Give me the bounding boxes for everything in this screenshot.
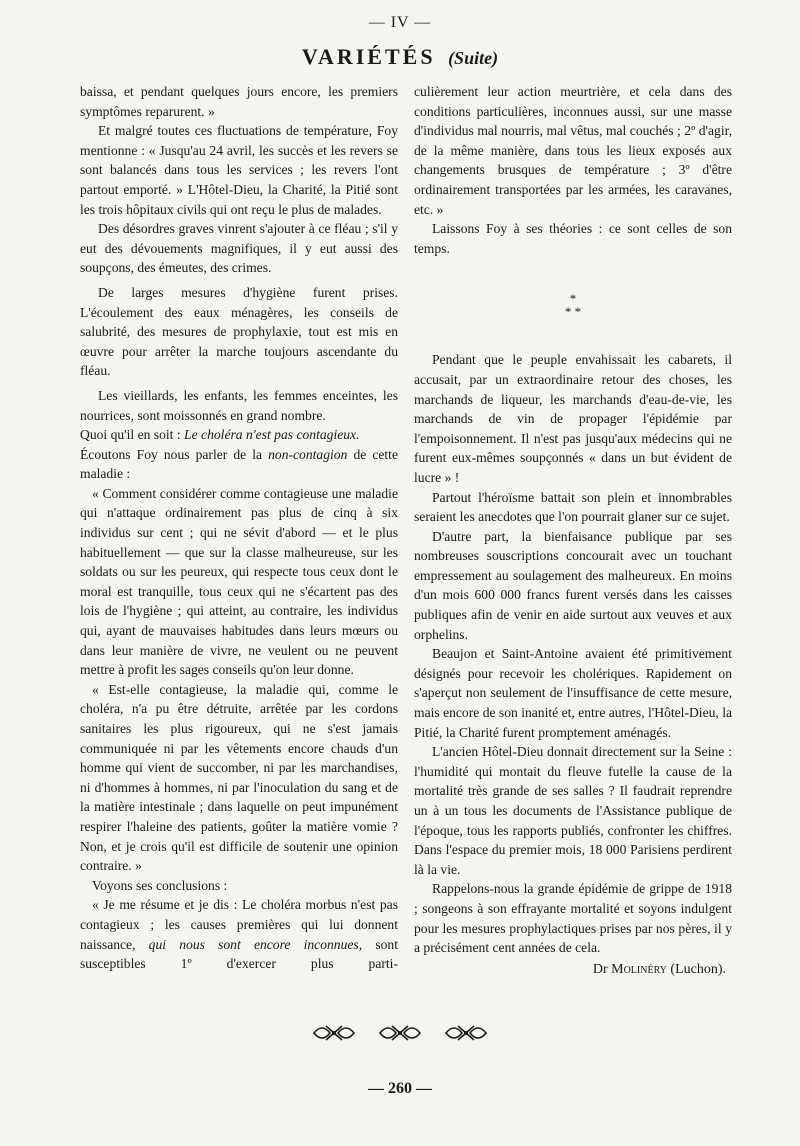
text-span: Écoutons Foy nous parler de la	[80, 446, 263, 462]
asterism-divider	[414, 292, 732, 318]
quote-paragraph	[80, 895, 398, 973]
quote-paragraph: « Est-elle contagieuse, la maladie qui, comme le choléra, n'a pu être détruite, arrêtée par les cordons sanitaires les plus rigoureux, qui ne s'est jamais communiquée ni par les vêtements encore chauds d'un homme qui vient de succomber, ni par les marchandises, ni d'hommes à hommes, ni par l'inoculation du sang et de la matière intestinale ; dans laquelle on peut impunément respirer l'haleine des patients, goûter la matière vomie ? Non, et je crois qu'il est difficile de soutenir une opinion contraire. »	[80, 681, 398, 874]
paragraph: L'ancien Hôtel-Dieu donnait directement sur la Seine : l'humidité qui montait du fleuve futelle la cause de la mortalité très grande de ses salles ? Il faudrait reprendre un à un tous les documents de l'Assistance publique de l'époque, tous les rapports publiés, confronter les chiffres. Dans l'espace du premier mois, 18 000 Parisiens perdirent là la vie.	[414, 744, 732, 877]
author-place: (Luchon).	[670, 962, 726, 977]
paragraph: Partout l'héroïsme battait son plein et innombrables seraient les anecdotes que l'on pourrait glaner sur ce sujet.	[414, 489, 732, 525]
text-span: sont susceptibles 1º d'exercer plus parti-	[80, 936, 398, 972]
ornament-icon	[378, 1022, 422, 1044]
author-title: Dr	[592, 962, 608, 977]
page-number-top: — IV —	[368, 14, 432, 31]
paragraph: culièrement leur action meurtrière, et cela dans des conditions particulières, inconnues aussi, sur une masse d'individus mal nourris, mal vêtus, mal couchés ; 2º d'agir, de la même manière, dans tous les lieux exposés aux changements brusques de température ; 3º d'être ordinairement transportées par les armées, les caravanes, etc. »	[414, 84, 732, 217]
emphasis-text: qui nous sont encore inconnues,	[148, 936, 363, 952]
page-number-bottom: — 260 —	[368, 1080, 432, 1097]
right-column	[414, 82, 732, 958]
paragraph	[80, 425, 398, 445]
author-signature	[414, 962, 726, 978]
paragraph: Rappelons-nous la grande épidémie de grippe de 1918 ; songeons à son effrayante mortalité et soyons indulgent pour les mesures prophylactiques prises par nos pères, il y a précisément cent années de cela.	[414, 881, 732, 956]
emphasis-text: Le choléra n'est pas contagieux.	[184, 427, 360, 443]
asterism-star-icon: *	[569, 291, 577, 307]
left-column	[80, 82, 398, 974]
paragraph: baissa, et pendant quelques jours encore, les premiers symptômes reparurent. »	[80, 84, 398, 119]
text-span: « Je me résume et je dis : Le choléra morbus n'est pas contagieux ; les causes premières qui lui donnent naissance,	[80, 897, 398, 952]
section-title	[0, 44, 800, 70]
paragraph	[80, 445, 398, 484]
emphasis-text: non-contagion	[268, 446, 348, 462]
section-title-suite: (Suite)	[448, 48, 499, 68]
text-span: de cette maladie :	[80, 446, 398, 482]
ornament-divider	[0, 1022, 800, 1044]
paragraph: Laissons Foy à ses théories : ce sont celles de son temps.	[414, 221, 732, 256]
paragraph: Des désordres graves vinrent s'ajouter à ce fléau ; s'il y eut des dévouements magnifiques, il y eut aussi des soupçons, des émeutes, des crimes.	[80, 221, 398, 276]
quote-paragraph: « Comment considérer comme contagieuse une maladie qui n'attaque ordinairement pas plus de cinq à six individus sur cent ; qui ne sévit d'abord — et le plus habituellement — que sur la classe malheureuse, sur les soldats ou sur les peureux, qui respecte tous ceux dont le moral est tranquille, tous ceux qui ne s'écartent pas des lois de l'hygiène ; qui atteint, au contraire, les individus qui, ayant de mauvaises habitudes dans leurs mœurs ou dans leur manière de vivre, ne veulent ou ne peuvent mettre à profit les sages conseils qu'on leur donne.	[80, 485, 398, 678]
ornament-icon	[312, 1022, 356, 1044]
paragraph: Voyons ses conclusions :	[92, 877, 228, 893]
ornament-icon	[444, 1022, 488, 1044]
author-name: Molinéry	[611, 962, 667, 977]
paragraph: Pendant que le peuple envahissait les cabarets, il accusait, par un extraordinaire retour des choses, les marchands de liqueur, les marchands d'eau-de-vie, les marchands de vin de propager l'épidémie par l'empoisonnement. Il n'est pas jusqu'aux médecins qui ne furent eux-mêmes soupçonnés « dans un but évident de lucre » !	[414, 352, 732, 485]
paragraph: Les vieillards, les enfants, les femmes enceintes, les nourrices, sont moissonnés en grand nombre.	[80, 387, 398, 423]
paragraph: De larges mesures d'hygiène furent prises. L'écoulement des eaux ménagères, les conseils de salubrité, des mesures de prophylaxie, tout est mis en œuvre pour arrêter la marche toujours ascendante du fléau.	[80, 284, 398, 379]
paragraph: Beaujon et Saint-Antoine avaient été primitivement désignés pour recevoir les cholériques. Rapidement on s'aperçut non seulement de l'insuffisance de cette mesure, mais encore de son inanité et, entre autres, l'Hôtel-Dieu, la Pitié, la Charité furent promptement aménagés.	[414, 646, 733, 740]
paragraph: D'autre part, la bienfaisance publique par ses nombreuses souscriptions concourait avec un touchant empressement au soulagement des malheureux. En moins d'un mois 600 000 francs furent versés dans les caisses publiques afin de venir en aide surtout aux veuves et aux orphelins.	[414, 528, 732, 642]
paragraph: Et malgré toutes ces fluctuations de température, Foy mentionne : « Jusqu'au 24 avril, les succès et les revers se sont balancés dans tous les services ; les revers l'ont partout emporté. » L'Hôtel-Dieu, la Charité, la Pitié sont les trois hôpitaux civils qui ont reçu le plus de malades.	[80, 123, 398, 217]
section-title-text: VARIÉTÉS	[301, 44, 436, 69]
text-span: Quoi qu'il en soit :	[80, 427, 181, 443]
asterism-stars-icon: * *	[564, 304, 582, 320]
